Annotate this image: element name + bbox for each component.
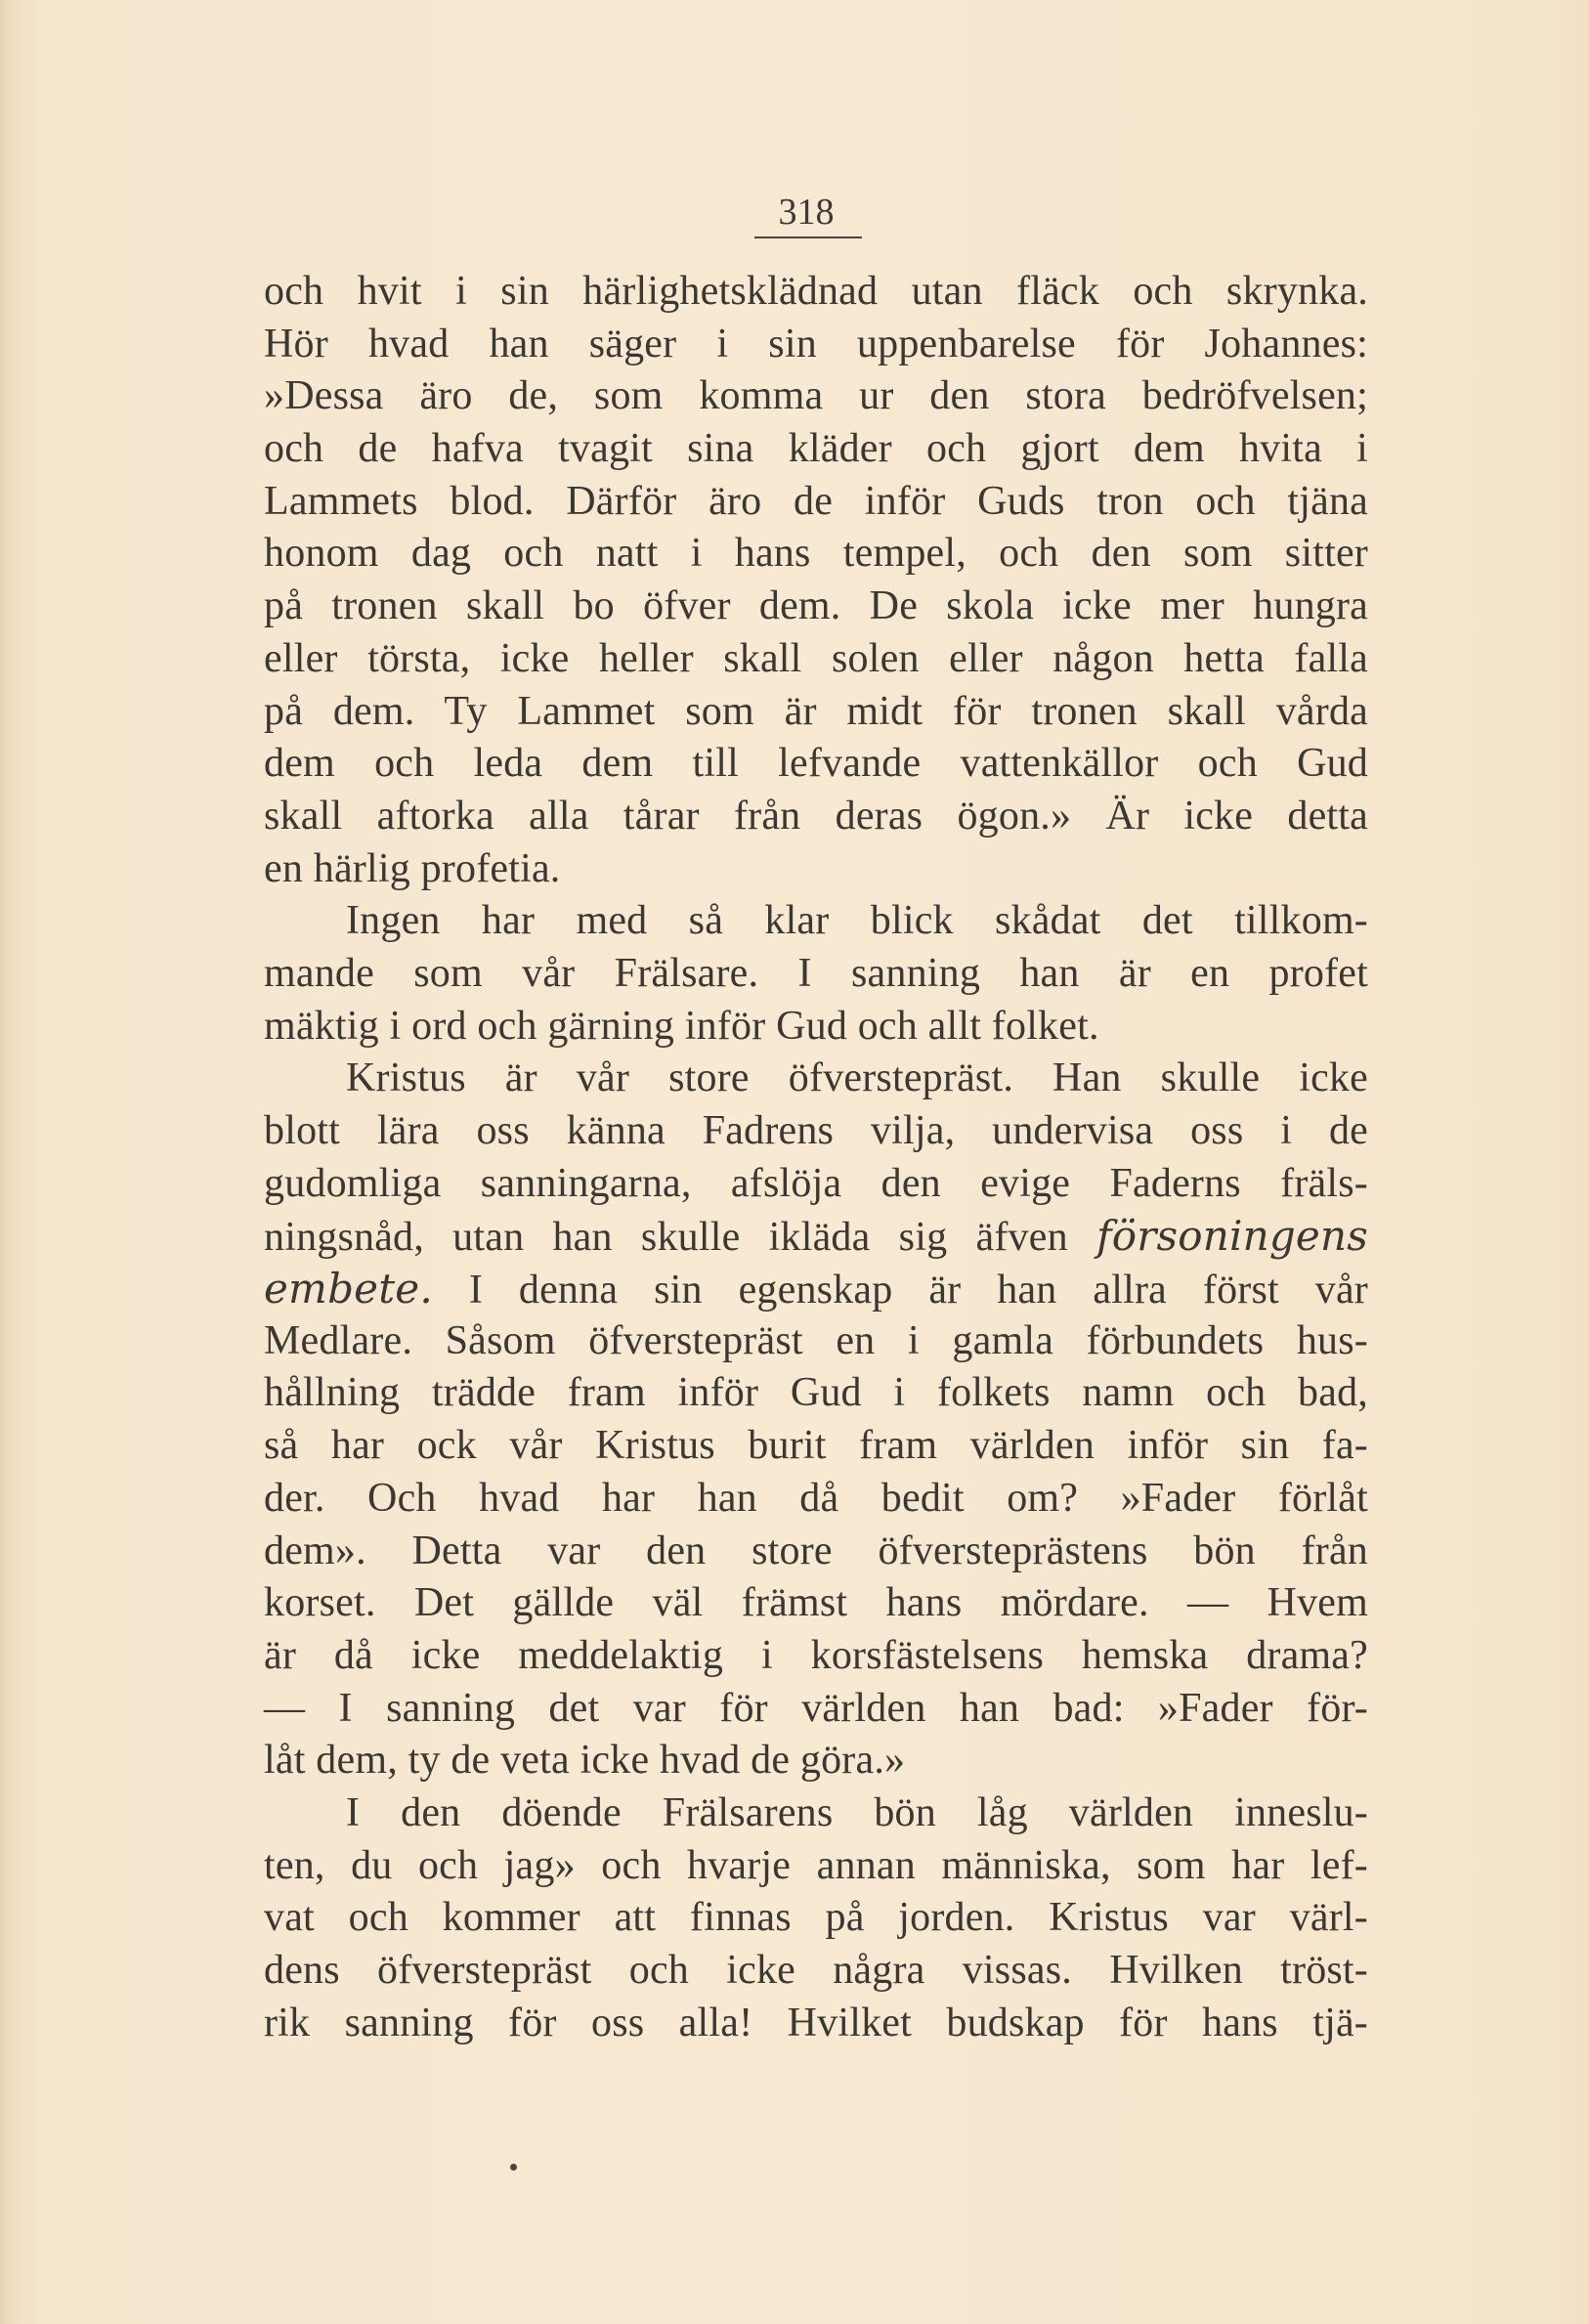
text-line: en härlig profetia. bbox=[264, 845, 561, 891]
text-line: dem och leda dem till lefvande vattenkällor och Gud bbox=[264, 741, 1368, 787]
text-line: och hvit i sin härlighetsklädnad utan fläck och skrynka. bbox=[264, 269, 1368, 314]
page-number-rule bbox=[754, 237, 862, 238]
text-line: eller törsta, icke heller skall solen eller någon hetta falla bbox=[264, 635, 1368, 681]
text-line: mande som vår Frälsare. I sanning han är en profet bbox=[264, 950, 1368, 996]
text-line bbox=[264, 1263, 1368, 1315]
text-line: på dem. Ty Lammet som är midt för tronen skall vårda bbox=[264, 688, 1368, 734]
text-line: så har ock vår Kristus burit fram världen inför sin fa- bbox=[264, 1423, 1368, 1469]
page-edge-shadow bbox=[0, 0, 10, 2324]
text-line: låt dem, ty de veta icke hvad de göra.» bbox=[264, 1738, 906, 1784]
text-line: på tronen skall bo öfver dem. De skola icke mer hungra bbox=[264, 583, 1368, 629]
ink-speck bbox=[510, 2164, 517, 2171]
text-line: der. Och hvad har han då bedit om? »Fader förlåt bbox=[264, 1475, 1368, 1521]
body-text bbox=[264, 266, 1368, 2049]
line-text: ningsnåd, utan han skulle ikläda sig äfven bbox=[264, 1215, 1096, 1261]
italic-term: försoningens bbox=[1095, 1212, 1368, 1261]
italic-term: embete. bbox=[264, 1265, 433, 1313]
page-number: 318 bbox=[778, 192, 835, 233]
text-line: rik sanning för oss alla! Hvilket budskap för hans tjä- bbox=[264, 2000, 1368, 2045]
text-line: Hör hvad han säger i sin uppenbarelse för Johannes: bbox=[264, 321, 1368, 366]
text-line: — I sanning det var för världen han bad: »Fader för- bbox=[264, 1685, 1368, 1731]
text-line: Ingen har med så klar blick skådat det tillkom- bbox=[346, 898, 1368, 944]
text-line: och de hafva tvagit sina kläder och gjort dem hvita i bbox=[264, 426, 1368, 472]
text-line: blott lära oss känna Fadrens vilja, undervisa oss i de bbox=[264, 1108, 1368, 1153]
text-line: gudomliga sanningarna, afslöja den evige Faderns fräls- bbox=[264, 1160, 1368, 1206]
text-line: skall aftorka alla tårar från deras ögon.» Är icke detta bbox=[264, 793, 1368, 839]
text-line: »Dessa äro de, som komma ur den stora bedröfvelsen; bbox=[264, 373, 1368, 419]
text-line: Kristus är vår store öfverstepräst. Han skulle icke bbox=[346, 1055, 1368, 1101]
text-line: ten, du och jag» och hvarje annan människa, som har lef- bbox=[264, 1842, 1368, 1888]
text-line: mäktig i ord och gärning inför Gud och allt folket. bbox=[264, 1003, 1099, 1049]
text-line bbox=[264, 1210, 1368, 1263]
text-line: I den döende Frälsarens bön låg världen inneslu- bbox=[346, 1789, 1368, 1835]
text-line: dens öfverstepräst och icke några vissas. Hvilken tröst- bbox=[264, 1948, 1368, 1993]
text-line: dem». Detta var den store öfversteprästens bön från bbox=[264, 1528, 1368, 1573]
text-line: korset. Det gällde väl främst hans mördare. — Hvem bbox=[264, 1580, 1368, 1626]
text-line: vat och kommer att finnas på jorden. Kristus var värl- bbox=[264, 1895, 1368, 1941]
line-text: I denna sin egenskap är han allra först vår bbox=[432, 1268, 1368, 1313]
text-line: Lammets blod. Därför äro de inför Guds tron och tjäna bbox=[264, 478, 1368, 524]
text-line: är då icke meddelaktig i korsfästelsens hemska drama? bbox=[264, 1632, 1368, 1678]
text-line: Medlare. Såsom öfverstepräst en i gamla förbundets hus- bbox=[264, 1317, 1368, 1363]
text-line: honom dag och natt i hans tempel, och den som sitter bbox=[264, 531, 1368, 577]
text-line: hållning trädde fram inför Gud i folkets namn och bad, bbox=[264, 1370, 1368, 1416]
